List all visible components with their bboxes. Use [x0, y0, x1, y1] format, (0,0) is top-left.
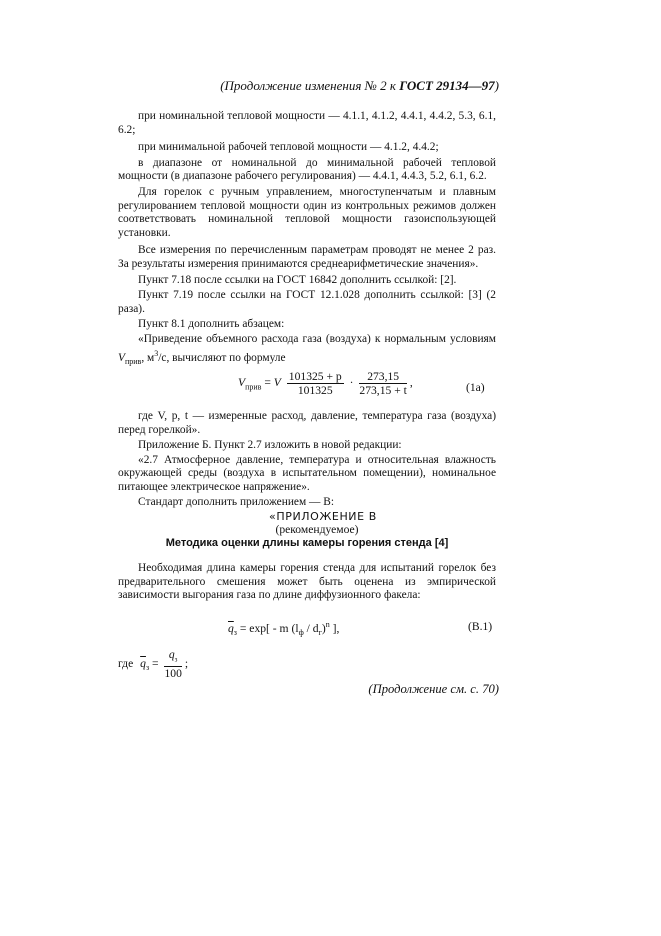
p9-text-c: /с, вычисляют по формуле: [158, 351, 286, 364]
f3-semi: ;: [184, 656, 189, 670]
paragraph: Пункт 7.19 после ссылки на ГОСТ 12.1.028 дополнить ссылкой: [3] (2 раза).: [118, 289, 496, 315]
header-gost: ГОСТ 29134—97: [399, 78, 495, 93]
f2-expr4: ],: [329, 621, 340, 635]
paragraph: где V, p, t — измеренные расход, давление, температура газа (воздуха) перед горелкой».: [118, 410, 496, 436]
header-prefix: (Продолжение изменения № 2 к: [220, 78, 400, 93]
paragraph: при минимальной рабочей тепловой мощности — 4.1.2, 4.4.2;: [138, 141, 439, 154]
f2-sup: n: [325, 620, 330, 629]
page-header: [220, 78, 499, 94]
f3-where: где: [118, 656, 134, 670]
f1-lhs: V: [238, 376, 246, 390]
appendix-title: «ПРИЛОЖЕНИЕ В: [269, 510, 377, 523]
paragraph: Стандарт дополнить приложением — В:: [138, 495, 335, 508]
f1-v: V: [273, 376, 281, 390]
f3-fraction: [164, 648, 181, 680]
f2-expr2: / d: [303, 621, 319, 635]
f3-num-sub: з: [174, 655, 178, 664]
f1-lhs-sub: прив: [245, 382, 262, 392]
formula-b1-label: (В.1): [468, 620, 493, 633]
p9-symbol: V: [118, 351, 125, 364]
f1-den1: 101325: [297, 384, 333, 397]
appendix-subtitle: (рекомендуемое): [275, 523, 359, 536]
p9-text-b: , м: [141, 351, 155, 364]
paragraph: Приложение Б. Пункт 2.7 изложить в новой редакции:: [138, 439, 402, 452]
paragraph: Пункт 7.18 после ссылки на ГОСТ 16842 дополнить ссылкой: [2].: [138, 273, 457, 286]
paragraph: в диапазоне от номинальной до минимальной рабочей тепловой мощности (в диапазоне рабочего регулирования) — 4.4.1, 4.4.3, 5.2, 6.1, 6.2.: [118, 156, 496, 183]
f1-num2: 273,15: [359, 370, 406, 384]
f1-den2: 273,15 + t: [359, 384, 407, 397]
formula-b1: [228, 620, 339, 637]
appendix-heading: Методика оценки длины камеры горения стенда [4]: [165, 537, 449, 549]
f2-expr: = exp[ - m (l: [236, 621, 299, 635]
page-footer: (Продолжение см. с. 70): [368, 682, 499, 696]
text-block-2: [118, 410, 496, 509]
f1-fraction-2: [359, 370, 406, 397]
f3-num: [164, 648, 181, 667]
paragraph: «2.7 Атмосферное давление, температура и относительная влажность окружающей среды (воздуха в испытательном помещении), номинальное питающее электрическое напряжение».: [118, 453, 496, 493]
f3-den: 100: [164, 667, 182, 681]
paragraph: Все измерения по перечисленным параметрам проводят не менее 2 раз. За результаты измерения принимаются среднеарифметические значения».: [118, 244, 496, 270]
paragraph: при номинальной тепловой мощности — 4.1.1, 4.1.2, 4.4.1, 4.4.2, 5.3, 6.1, 6.2;: [118, 110, 496, 136]
p9-superscript: 3: [154, 348, 159, 358]
f2-sub2: г: [318, 628, 322, 638]
p9-subscript: прив: [124, 356, 142, 366]
f3-lhs-sub: з: [145, 663, 150, 673]
f1-fraction-1: [287, 370, 344, 397]
f1-eq: =: [264, 376, 271, 390]
f2-lhs-sub: з: [233, 628, 237, 638]
text-block-3: [118, 562, 496, 603]
f1-comma: ,: [409, 376, 413, 390]
paragraph: [118, 333, 496, 368]
paragraph: Необходимая длина камеры горения стенда для испытаний горелок без предварительного смешения может быть оценена из эмпирической зависимости выгорания газа по длине диффузионного факела:: [118, 562, 496, 602]
f1-num1: 101325 + p: [288, 370, 342, 383]
formula-1a-label: (1а): [466, 381, 485, 394]
f1-dot: ·: [349, 376, 354, 390]
f2-lhs: $\overline{q}$: [228, 621, 234, 635]
paragraph: Для горелок с ручным управлением, многоступенчатым и плавным регулированием тепловой мощности один из контрольных режимов должен соответствовать номинальной тепловой мощности газоиспользующей установки.: [118, 185, 496, 239]
text-block-1: [118, 110, 496, 368]
header-suffix: ): [494, 78, 499, 93]
f2-sub1: ф: [298, 628, 304, 638]
f3-num-symbol: q: [168, 648, 175, 661]
formula-1a: [238, 370, 413, 397]
formula-where: [118, 648, 188, 680]
f3-lhs: $\overline{q}$: [140, 656, 146, 670]
p9-text-a: «Приведение объемного расхода газа (воздуха) к нормальным условиям: [138, 332, 496, 345]
f2-expr3: ): [321, 621, 326, 635]
paragraph: Пункт 8.1 дополнить абзацем:: [138, 318, 285, 331]
f3-eq: =: [152, 656, 159, 670]
